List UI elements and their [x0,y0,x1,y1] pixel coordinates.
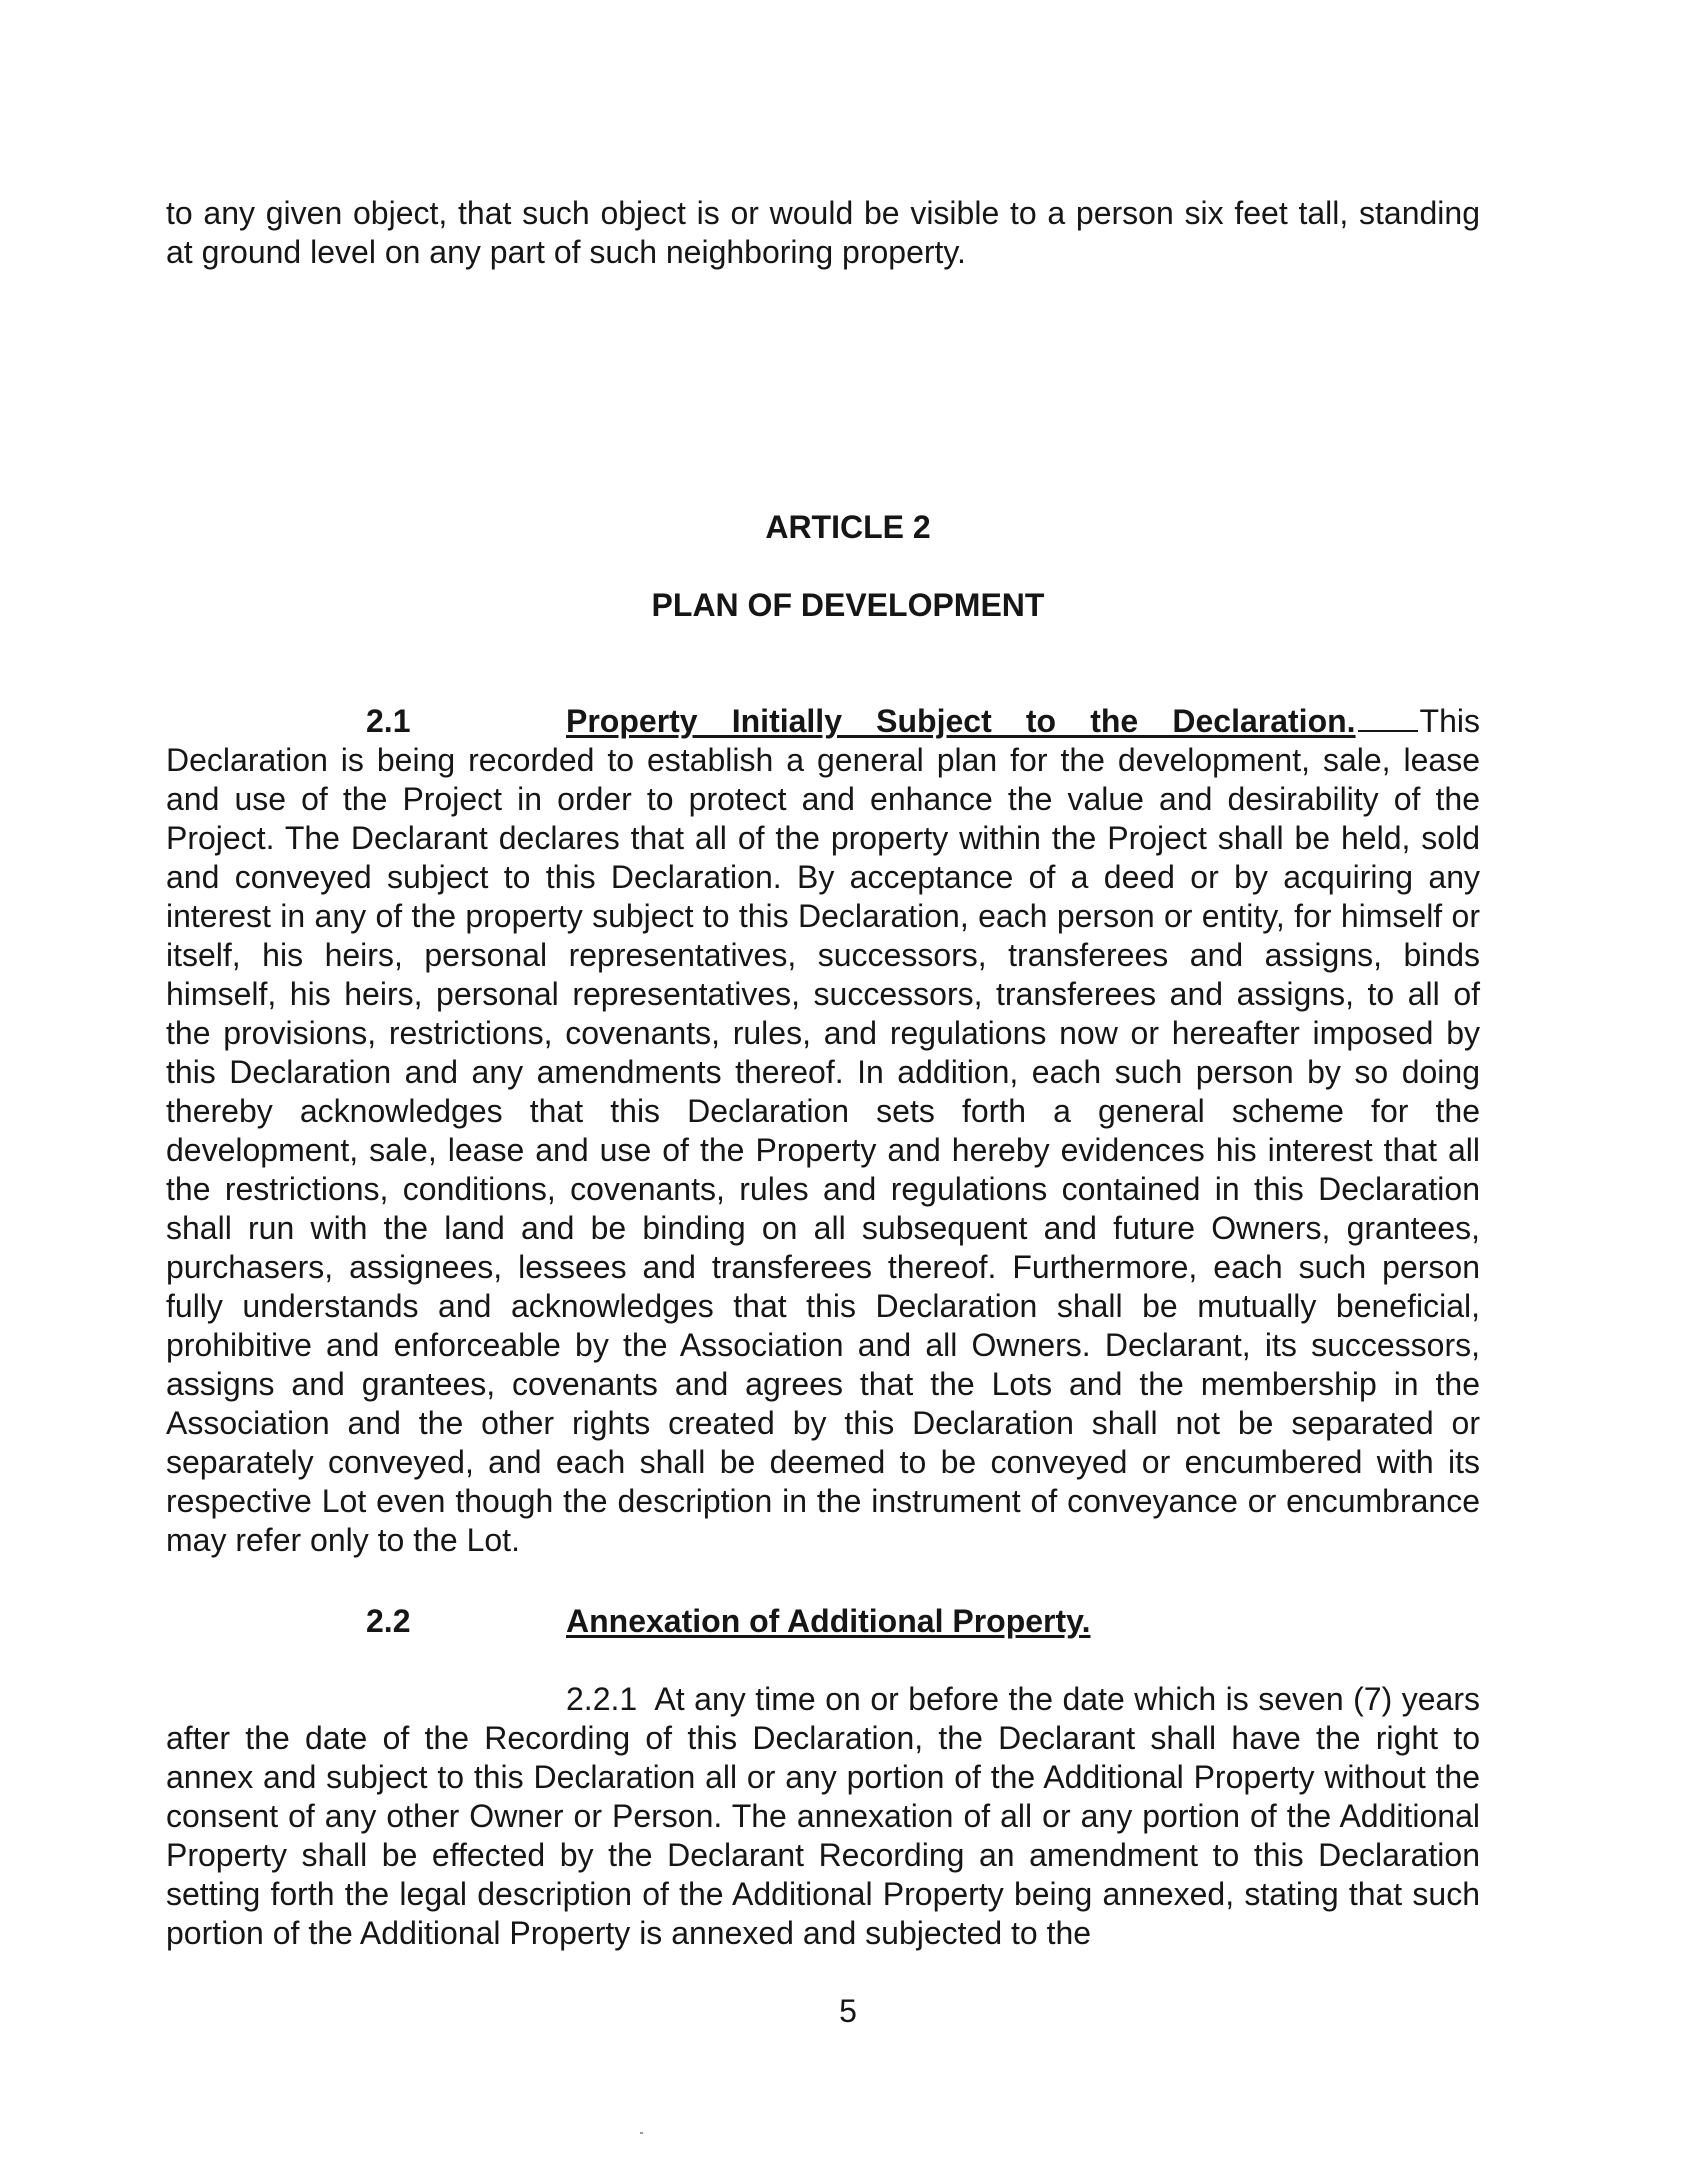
section-2-1-title-rule [1358,702,1418,732]
section-2-1-number: 2.1 [366,703,411,739]
section-2-2-title: Annexation of Additional Property. [566,1603,1091,1639]
scan-speck [640,2132,643,2134]
section-2-1-title: Property Initially Subject to the Declaration. [566,703,1356,739]
intro-paragraph: to any given object, that such object is or would be visible to a person six feet tall, standing at ground level on any part of such neighboring property. [166,195,1480,270]
article-title: ARTICLE 2 [765,509,931,545]
section-2-2-heading [366,1602,1090,1641]
section-2-2-1 [166,1680,1480,1953]
section-2-2-1-number: 2.2.1 [566,1681,638,1717]
section-2-2-1-body: At any time on or before the date which is seven (7) years after the date of the Recording of this Declaration, the Declarant shall have the right to annex and subject to this Declaration all or any portion of the Additional Property without the consent of any other Owner or Person. The annexation of all or any portion of the Additional Property shall be effected by the Declarant Recording an amendment to this Declaration setting forth the legal description of the Additional Property being annexed, stating that such portion of the Additional Property is annexed and subjected to the [166,1681,1481,1951]
article-subtitle: PLAN OF DEVELOPMENT [651,587,1045,623]
section-2-2-number: 2.2 [366,1603,411,1639]
section-2-1-body: This Declaration is being recorded to establish a general plan for the development, sale, lease and use of the Project in order to protect and enhance the value and desirability of the Project. The Declarant declares that all of the property within the Project shall be held, sold and conveyed subject to this Declaration. By acceptance of a deed or by acquiring any interest in any of the property subject to this Declaration, each person or entity, for himself or itself, his heirs, personal representatives, successors, transferees and assigns, binds himself, his heirs, personal representatives, successors, transferees and assigns, to all of the provisions, restrictions, covenants, rules, and regulations now or hereafter imposed by this Declaration and any amendments thereof. In addition, each such person by so doing thereby acknowledges that this Declaration sets forth a general scheme for the development, sale, lease and use of the Property and hereby evidences his interest that all the restrictions, conditions, covenants, rules and regulations contained in this Declaration shall run with the land and be binding on all subsequent and future Owners, grantees, purchasers, assignees, lessees and transferees thereof. Furthermore, each such person fully understands and acknowledges that this Declaration shall be mutually beneficial, prohibitive and enforceable by the Association and all Owners. Declarant, its successors, assigns and grantees, covenants and agrees that the Lots and the membership in the Association and the other rights created by this Declaration shall not be separated or separately conveyed, and each shall be deemed to be conveyed or encumbered with its respective Lot even though the description in the instrument of conveyance or encumbrance may refer only to the Lot. [166,703,1480,1558]
page-number: 5 [839,1993,857,2029]
section-2-1 [166,702,1480,1560]
